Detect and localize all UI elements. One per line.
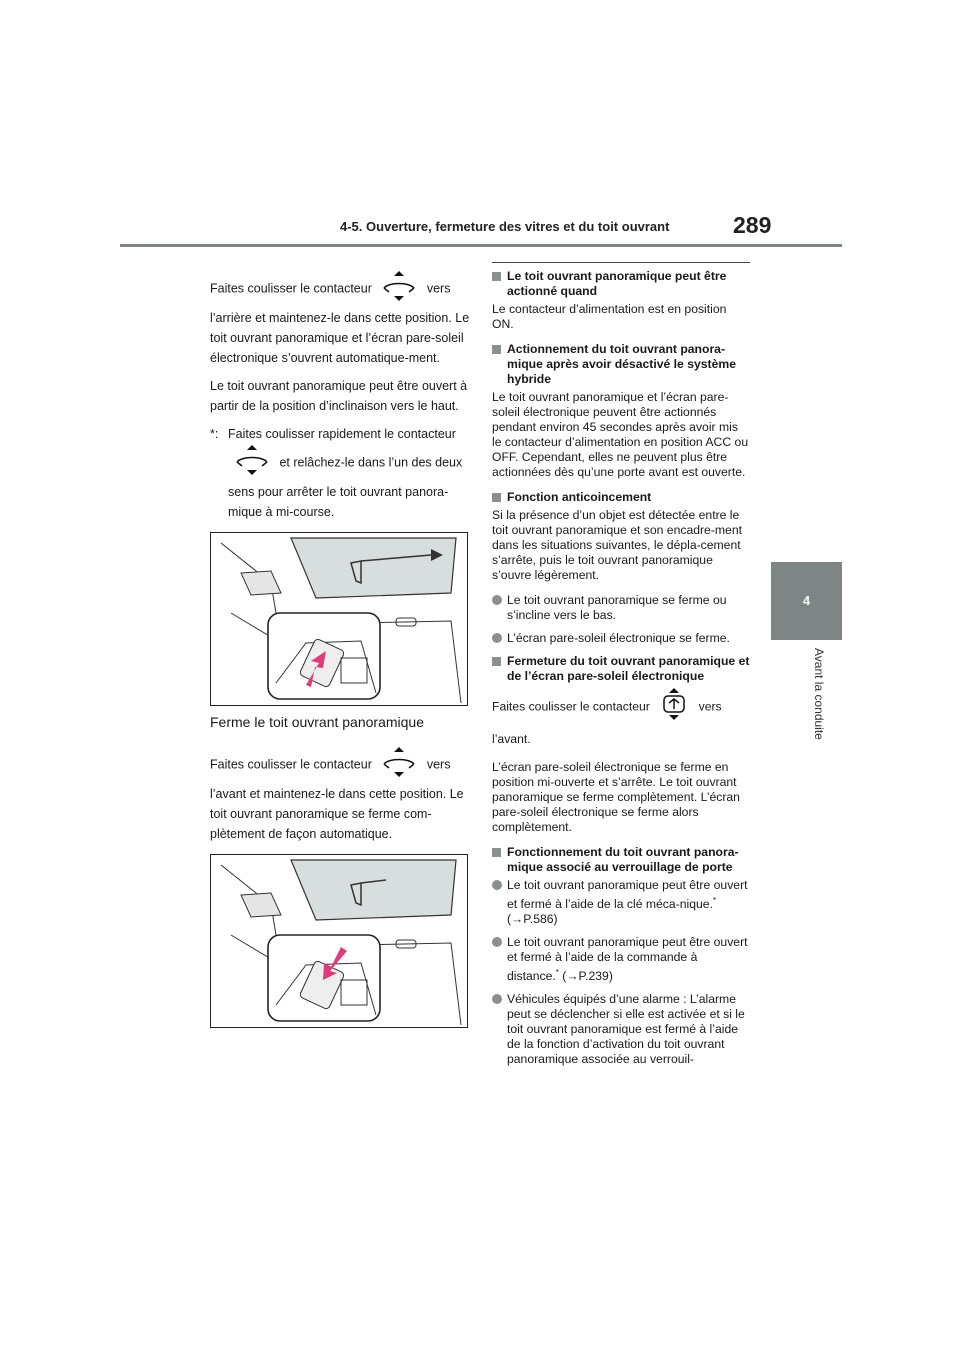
heading-after-hybrid-off: Actionnement du toit ouvrant panora-mique après avoir désactivé le système hybride xyxy=(492,342,750,387)
heading-closing: Fermeture du toit ouvrant panoramique et de l’écran pare-soleil électronique xyxy=(492,654,750,684)
page-number: 289 xyxy=(733,212,772,238)
list-item: Le toit ouvrant panoramique peut être ouvert et fermé à l’aide de la clé méca-nique.* (→P.586) xyxy=(492,878,750,927)
illustration-open xyxy=(210,532,468,706)
square-marker-icon xyxy=(492,272,501,281)
square-marker-icon xyxy=(492,848,501,857)
bullet-icon xyxy=(492,937,502,947)
heading-anti-pinch: Fonction anticoincement xyxy=(492,490,750,505)
page-reference-link[interactable]: (→P.239) xyxy=(562,969,613,984)
left-column xyxy=(210,270,472,1034)
bullet-icon xyxy=(492,880,502,890)
bullet-icon xyxy=(492,595,502,605)
body-text: Faites coulisser le contacteur vers l’avant. xyxy=(492,687,750,750)
switch-slide-icon xyxy=(234,444,270,482)
square-marker-icon xyxy=(492,493,501,502)
sunshade-switch-icon xyxy=(659,687,689,728)
heading-operable: Le toit ouvrant panoramique peut être actionné quand xyxy=(492,269,750,299)
illustration-close xyxy=(210,854,468,1028)
body-text: Le contacteur d’alimentation est en position ON. xyxy=(492,302,727,331)
body-text: Si la présence d’un objet est détectée entre le toit ouvrant panoramique et son encadre-ment dans les situations suivantes, le dépla-cement s’arrête, puis le toit ouvrant panoramique s’ouvre légèrement. xyxy=(492,508,742,582)
footnote: *: Faites coulisser rapidement le contacteur et relâchez-le dans l’un des deux sens pour arrêter le toit ouvrant panora-mique à mi-course. xyxy=(210,427,463,519)
bullet-icon xyxy=(492,633,502,643)
list-item: L’écran pare-soleil électronique se ferme. xyxy=(492,631,750,646)
header-rule xyxy=(120,244,842,247)
open-paragraph: Faites coulisser le contacteur vers l’arrière et maintenez-le dans cette position. Le toit ouvrant panoramique et l’écran pare-soleil électronique s’ouvrent automatique-ment. xyxy=(210,270,472,368)
list-item: Le toit ouvrant panoramique se ferme ou s’incline vers le bas. xyxy=(492,593,750,623)
square-marker-icon xyxy=(492,345,501,354)
close-paragraph: Faites coulisser le contacteur vers l’avant et maintenez-le dans cette position. Le toit ouvrant panoramique se ferme com-plètement de façon automatique. xyxy=(210,746,472,844)
page-reference-link[interactable]: (→P.586) xyxy=(507,912,558,927)
switch-slide-icon xyxy=(381,270,417,308)
chapter-title: Avant la conduite xyxy=(812,648,826,740)
body-text: Le toit ouvrant panoramique et l’écran pare-soleil électronique peuvent être actionnés pendant environ 45 secondes après avoir mis le contacteur d’alimentation en position ACC ou OFF. Cependant, elles ne peuvent plus être actionnées dès qu’une porte avant est ouverte. xyxy=(492,390,749,479)
section-title: 4-5. Ouverture, fermeture des vitres et du toit ouvrant xyxy=(340,219,670,234)
body-text: L’écran pare-soleil électronique se ferme en position mi-ouverte et s’arrête. Le toit ouvrant panoramique se ferme complètement. L’écran pare-soleil électronique se ferme alors complètement. xyxy=(492,760,740,834)
right-column xyxy=(492,262,750,1075)
section-rule xyxy=(492,262,750,263)
list-item: Véhicules équipés d’une alarme : L’alarme peut se déclencher si elle est activée et si le toit ouvrant panoramique est fermé à l’aide de la fonction d’activation du toit ouvrant panoramique associée au verrouil- xyxy=(492,992,750,1067)
close-caption: Ferme le toit ouvrant panoramique xyxy=(210,714,424,730)
square-marker-icon xyxy=(492,657,501,666)
list-item: Le toit ouvrant panoramique peut être ouvert et fermé à l’aide de la commande à distance.* (→P.239) xyxy=(492,935,750,984)
switch-slide-icon xyxy=(381,746,417,784)
chapter-tab: 4 xyxy=(771,562,842,640)
open-paragraph-2: Le toit ouvrant panoramique peut être ouvert à partir de la position d’inclinaison vers le haut. xyxy=(210,379,468,413)
bullet-icon xyxy=(492,994,502,1004)
heading-door-lock: Fonctionnement du toit ouvrant panora-mique associé au verrouillage de porte xyxy=(492,845,750,875)
